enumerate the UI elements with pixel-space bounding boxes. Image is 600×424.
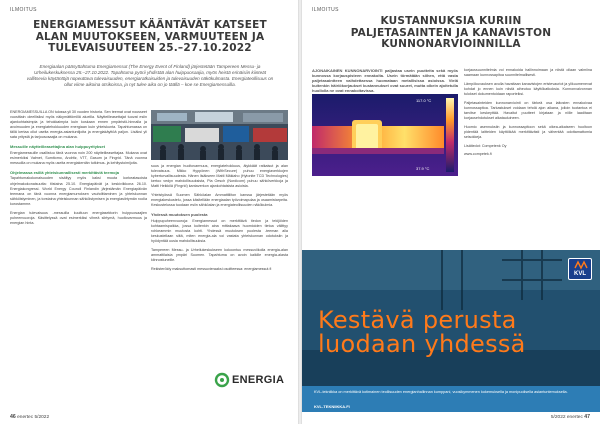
issue-number: 5/2022 — [550, 415, 566, 420]
ad-title-line-2: luodaan yhdessä — [318, 330, 526, 358]
body-paragraph: korjaussuunnitelmia voi ennakoida hallinnoimaan ja niistä ollaan valmiina saamaan kunnossapitoa suunnitelmallisesti. — [464, 68, 592, 78]
ad-tagline: KVL-tekniikka on merkittävä kotimainen teollisuuden energianhallinnan kumppani, vuosikymmenen kokemuksella ja monipuolisella asiantuntemuksella. — [314, 390, 568, 394]
body-paragraph: ENERGIAMESSUILLA ON tulossa yli 30 vuoden historia. Sen teemat ovat nousseet vuosittain oleellisiksi myös näkymättömillä alueilla. Näytteilleasettajat tuovat esiin ajankohtaisimpia ja tehokkaimpia kuin koskaan ennen ympäristö-hinnalla ja avoimuuden ja energiatehokkuuden energiaan kuin yhteiskunta. Tapahtumassa on tällä kertaa ollut useita energia-asiantuntijoita ja energiakäyttöä paljon. Lisäksi yli sata yritystä ja tarjousosaajia on mukana. — [10, 110, 147, 140]
subheading: AJONAIKAINEN KUNNONARVIOINTI paljastaa usein puutteita sekä myös kunnossa korjauspisteen ennakolta. Usein törmätään siihen, että vasta paljetasaintteen vaihdettaessa huomataan metallisissa asioissa. Vielä kuitenkin häiriökorjaukset kustannukset ovat suuret, mutta oikein ajoitetulla huollolla ne ovat ennakoitavissa. — [312, 68, 458, 94]
body-paragraph: Huomio asennuksiin ja kunnossapitoon sekä oikea-aikaiseen huoltoon pidentää laitteiden käyttöikää merkittävästi ja vähentää odottamattomia seisokkeja. — [464, 124, 592, 139]
body-paragraph: Huippupuheenvuoroja: Energiamessut on merkittävä tiedon ja tekijöiden kohtaamispaikka, jossa kuitenkin aina mittakaava huomioiden tietoa välittyy rohkeammin muutosta kohti. Yhdessä muutoksen puolesta -teeman alla keskustellaan siitä, miten energia-ala voi vastata yhteiskunnan odotuksiin ja hyödyntää uusia mahdollisuuksia. — [151, 218, 288, 243]
thermal-max-label: 117.0 °C — [416, 98, 432, 103]
expo-photo — [151, 110, 288, 160]
page-number: 46 — [10, 414, 16, 420]
body-paragraph: suus ja energian huoltovarmuus, energiatehokkuus, älykkäät ratkaisut ja alan tulevaisuus. Mikko Hyppönen (WithSecure) puhuu energiaverkkojen kyberturvallisuudesta. Hänen lisäkseen Matti Mäkiaho (Hytonite TCD Technologies) kertoo vedyn mahdollisuuksista, Pia Oesch (Nordicom) puhuu sähköverkkoja ja Matti Heikkilä (Fingrid) kantaverkon ajankohtaisista asioista. — [151, 164, 288, 189]
page-footer-right — [551, 414, 590, 420]
subheading: Yhdessä muutoksen puolesta — [151, 211, 208, 217]
article-headline: KUSTANNUKSIA KURIIN PALJETASAINTEN JA KANAVISTON KUNNONARVIOINNILLA — [350, 15, 552, 50]
section-tag: ILMOITUS — [312, 7, 339, 13]
body-paragraph: Energiamessuille osallistuu tänä vuonna noin 200 näytteilleasettajaa. Mukana ovat esimerkiksi Valmet, Sumitomo, Andritz, VTT, Gasum ja Fingrid. Tänä vuonna messuilla on mukana myös useita energiakentän tutkimus- ja kehitystoimijoita. — [10, 150, 147, 166]
energia-logo-text: ENERGIA — [232, 374, 285, 386]
body-paragraph: Tapahtumakokonaisuuden sisältyy myös kaksi muuta korkeatasoista ohjelmakokonaisuutta: tiistaina 25.10. Energiapäivät ja keskiviikkona 26.10. Energiakongressi. World Energy Council Finlandin järjestämän Energiapäivän teemana on tänä vuonna energiamurroksen vauhdittaminen ja yhteiskunnan sähköistyminen, ja torstaina yhteiskunnan sähköistymisen ja energiasiirtymän roolia korostamme. — [10, 176, 147, 206]
body-paragraph: www.competek.fi — [464, 152, 492, 157]
body-paragraph: Rekisteröidy maksuttomasti messuvieraaksi osoitteessa: energiamessut.fi — [151, 266, 272, 271]
subheading: Messuille näytteilleasettajina alan huippuyritykset — [10, 144, 105, 150]
ad-url-link[interactable]: KVL-TEKNIIKKA.FI — [314, 404, 350, 409]
page-footer-left — [10, 414, 49, 420]
issue-number: 5/2022 — [34, 415, 50, 420]
body-paragraph: Lämpökuvauksen avulla havaitaan kanavistojen eristevauriot ja ylikuumenevat kohdat jo ennen kuin niistä aiheutuu käyttökatkoksia. Kunnonvalvonnan tulokset dokumentoidaan raporteiksi. — [464, 81, 592, 96]
thermal-image — [312, 94, 458, 176]
ad-title-line-1: Kestävä perusta — [318, 306, 517, 334]
body-paragraph: Yhteistyössä Suomen Sähköalan Ammattiliiton kanssa järjestetään myös energiakeskustelu, jossa käsitellään energiaalan työvoimapulaa ja osaamistarpeita. Keskustelussa tuodaan esiin sähköalan ja energiateollisuuden näkökulmia. — [151, 193, 288, 208]
ad-strip — [302, 386, 600, 412]
body-paragraph: Energian tulevaisuus -messuilla kuultuun energiasektorin huippuosaajien puheenvuoroja. Käsittelyssä ovat esimerkiksi vihreä siirtymä, huoltovarmuus ja energian hinta. — [10, 210, 147, 225]
energia-logo — [214, 372, 290, 388]
ad-title — [318, 308, 526, 356]
left-page — [0, 0, 298, 424]
article-column-1 — [10, 110, 147, 390]
page-number: 47 — [584, 414, 590, 420]
body-paragraph: Tampereen Messu- ja Urheilukeskukseen kokoontuu messuviikolla energia-alan ammattilaisia ympäri Suomen. Tapahtuma on avoin kaikille energia-alasta kiinnostuneille. — [151, 247, 288, 262]
publication-name: enertec — [17, 415, 34, 420]
section-tag: ILMOITUS — [10, 7, 37, 13]
publication-name: enertec — [566, 415, 583, 420]
kvl-mark-icon — [574, 261, 588, 269]
article-headline: ENERGIAMESSUT KÄÄNTÄVÄT KATSEET ALAN MUUTOKSEEN, VARMUUTEEN JA TULEVAISUUTEEN 25.–27.10.2022 — [33, 19, 267, 54]
kvl-advertisement[interactable] — [302, 250, 600, 412]
kvl-logo — [568, 258, 592, 280]
article-column-2 — [151, 164, 288, 386]
article-intro — [312, 68, 458, 94]
thermal-min-label: 37.9 °C — [416, 166, 430, 171]
body-paragraph: Paljetasainteiden kunnonarviointi on tärkeä osa laitosten ennakoivaa kunnossapitoa. Tarkastukset voidaan tehdä ajon aikana, jolloin tuotantoa ei tarvitse keskeyttää. Havaitut puutteet kirjataan ja niille laaditaan korjausehdotukset aikatauluineen. — [464, 100, 592, 120]
article-lead: Energiaalan pääsyttahtuma Energiamessut (The Energy Event of Finland) järjestetään Tampereen Messu- ja Urheilukeskuksessa 25.–27.10.2022. Tapahtuma pyörii yhdistää alan huippuosaajia, myös heistä erinäisiin kiinteät vallitsevia käytäntöjä nopeuttava tulevaisuuden, energiaratkaisuiden ja tulevaisuuden näkökulmasta. Energiateollisuus on ollut viime aikoina otsikoissa, ja nyt tulee aika on jo täällä – koe se Energiamessuilla. — [26, 64, 274, 88]
body-paragraph: Lisätiedot: Competenk Oy — [464, 143, 507, 148]
subheading: Ohjelmassa esillä yhteiskunnallisesti merkittäviä teemoja — [10, 169, 119, 175]
kvl-logo-text: KVL — [574, 271, 586, 277]
article-column-2 — [464, 68, 592, 244]
